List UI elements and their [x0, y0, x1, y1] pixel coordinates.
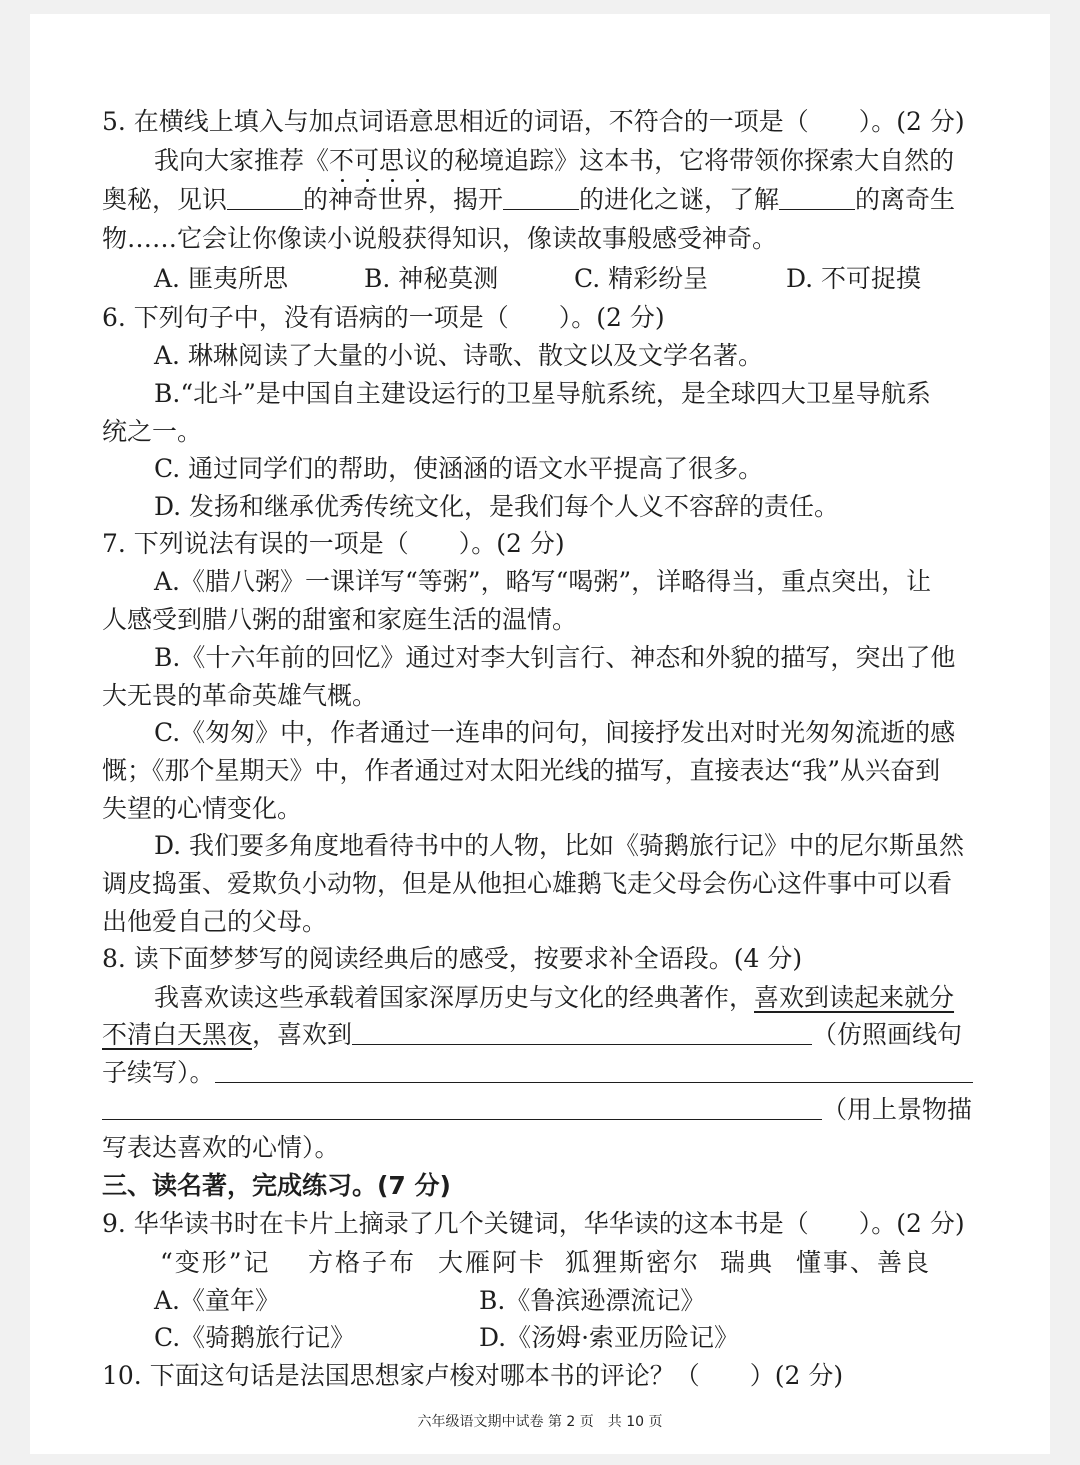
q9-option-b: B.《鲁滨逊漂流记》: [479, 1286, 706, 1315]
q5-stem: 5. 在横线上填入与加点词语意思相近的词语，不符合的一项是（ ）。(2 分): [102, 107, 965, 136]
q8-passage-text: ，喜欢到: [252, 1020, 353, 1049]
section-title: 三、读名著，完成练习。(7 分): [102, 1171, 451, 1200]
q7-option-c-line3: 失望的心情变化。: [102, 794, 303, 823]
q9-option-c: C.《骑鹅旅行记》: [154, 1323, 356, 1352]
q6-stem: 6. 下列句子中，没有语病的一项是（ ）。(2 分): [102, 303, 665, 332]
dotted-char: 不: [329, 143, 354, 179]
q8-passage-text: 我喜欢读这些承载着国家深厚历史与文化的经典著作，: [154, 983, 755, 1012]
dotted-char: 议: [404, 143, 429, 179]
q8-stem: 8. 读下面梦梦写的阅读经典后的感受，按要求补全语段。(4 分): [102, 944, 803, 973]
q7-option-d-line2: 调皮捣蛋、爱欺负小动物，但是从他担心雄鹅飞走父母会伤心这件事中可以看: [102, 869, 953, 898]
q7-option-d-line1: D. 我们要多角度地看待书中的人物，比如《骑鹅旅行记》中的尼尔斯虽然: [154, 831, 965, 860]
q7-stem: 7. 下列说法有误的一项是（ ）。(2 分): [102, 529, 565, 558]
q7-option-a-line1: A.《腊八粥》一课详写“等粥”，略写“喝粥”，详略得当，重点突出，让: [154, 567, 932, 596]
q5-option-a: A. 匪夷所思: [154, 264, 288, 293]
q5-option-c: C. 精彩纷呈: [574, 264, 709, 293]
exam-page: [30, 14, 1050, 1454]
q7-option-c-line1: C.《匆匆》中，作者通过一连串的问句，间接抒发出对时光匆匆流逝的感: [154, 718, 956, 747]
q9-stem: 9. 华华读书时在卡片上摘录了几个关键词，华华读的这本书是（ ）。(2 分): [102, 1209, 965, 1238]
q8-passage-line5: 写表达喜欢的心情）。: [102, 1133, 340, 1162]
q5-passage-line3: 物……它会让你像读小说般获得知识，像读故事般感受神奇。: [102, 224, 778, 253]
q8-passage-line4: [102, 1092, 972, 1128]
q8-passage-line3: [102, 1055, 973, 1091]
q7-option-b-line1: B.《十六年前的回忆》通过对李大钊言行、神态和外貌的描写，突出了他: [154, 643, 956, 672]
q9-option-a: A.《童年》: [154, 1286, 281, 1315]
q7-option-a-line2: 人感受到腊八粥的甜蜜和家庭生活的温情。: [102, 605, 578, 634]
answer-line[interactable]: [215, 1058, 973, 1083]
q9-keyword: 狐狸斯密尔: [565, 1248, 701, 1277]
q5-passage-text: 我向大家推荐《: [154, 146, 330, 175]
q5-passage-text: 的神奇世界，揭开: [303, 185, 504, 214]
underlined-sentence: 喜欢到读起来就分: [754, 983, 955, 1012]
q5-option-d: D. 不可捉摸: [786, 264, 922, 293]
q6-option-c: C. 通过同学们的帮助，使涵涵的语文水平提高了很多。: [154, 454, 764, 483]
q8-passage-line1: [154, 980, 954, 1016]
q8-instruction-scenery: （用上景物描: [822, 1095, 973, 1124]
q5-option-b: B. 神秘莫测: [364, 264, 499, 293]
q6-option-d: D. 发扬和继承优秀传统文化，是我们每个人义不容辞的责任。: [154, 492, 840, 521]
q6-option-a: A. 琳琳阅读了大量的小说、诗歌、散文以及文学名著。: [154, 341, 763, 370]
q8-passage-line2: [102, 1017, 962, 1053]
q9-keyword: 瑞典: [720, 1248, 775, 1277]
dotted-char: 思: [379, 143, 404, 179]
q9-option-d: D.《汤姆·索亚历险记》: [479, 1323, 740, 1352]
fill-blank[interactable]: [503, 185, 579, 210]
q9-keyword: 懂事、善良: [796, 1248, 932, 1277]
q8-instruction-imitate: （仿照画线句: [812, 1020, 963, 1049]
q5-passage-line2: [102, 182, 955, 218]
q9-keyword: 大雁阿卡: [438, 1248, 547, 1277]
q6-option-b-line2: 统之一。: [102, 417, 203, 446]
q5-passage-text: 奥秘，见识: [102, 185, 228, 214]
q5-passage-text: 的秘境追踪》这本书，它将带领你探索大自然的: [429, 146, 955, 175]
q6-option-b-line1: B.“北斗”是中国自主建设运行的卫星导航系统，是全球四大卫星导航系: [154, 379, 931, 408]
q7-option-b-line2: 大无畏的革命英雄气概。: [102, 681, 378, 710]
answer-line[interactable]: [352, 1020, 812, 1045]
q9-keyword: 方格子布: [308, 1248, 417, 1277]
fill-blank[interactable]: [227, 185, 303, 210]
q5-passage-text: 的离奇生: [855, 185, 956, 214]
underlined-sentence: 不清白天黑夜: [102, 1020, 253, 1049]
q10-stem: 10. 下面这句话是法国思想家卢梭对哪本书的评论？（ ）(2 分): [102, 1361, 844, 1390]
q8-passage-text: 子续写）。: [102, 1058, 215, 1087]
q5-passage-line1: [154, 143, 954, 179]
q7-option-c-line2: 慨；《那个星期天》中，作者通过对太阳光线的描写，直接表达“我”从兴奋到: [102, 756, 941, 785]
fill-blank[interactable]: [779, 185, 855, 210]
q5-passage-text: 的进化之谜，了解: [579, 185, 780, 214]
q7-option-d-line3: 出他爱自己的父母。: [102, 907, 328, 936]
page-footer: 六年级语文期中试卷 第 2 页 共 10 页: [417, 1414, 663, 1430]
dotted-char: 可: [354, 143, 379, 179]
q9-keyword: “变形”记: [160, 1248, 271, 1277]
answer-line[interactable]: [102, 1095, 822, 1120]
